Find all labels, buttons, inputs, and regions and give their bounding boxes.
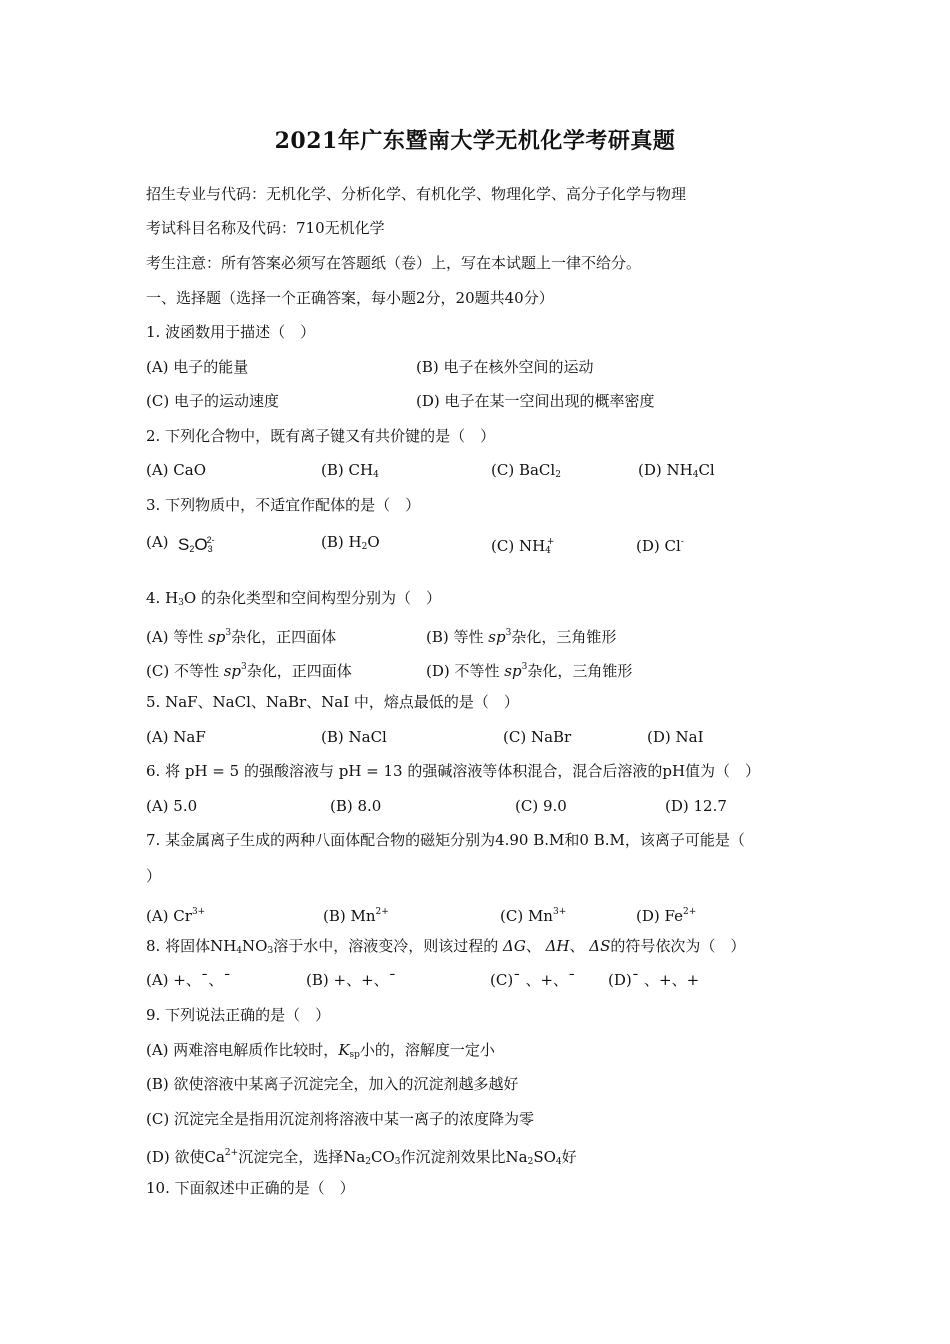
q2-option-b: (B) $CH_4$ bbox=[321, 461, 379, 480]
q7-option-a: (A) $Cr^{3+}$ bbox=[146, 907, 206, 925]
q5-option-b: (B) NaCl bbox=[321, 728, 387, 746]
q2-option-d: (D) $NH_4Cl$ bbox=[638, 461, 715, 480]
q9-option-d: (D) 欲使$Ca^{2+}$沉淀完全，选择$Na_2CO_3$作沉淀剂效果比$Na_2SO_4$好 bbox=[146, 1148, 577, 1167]
q6-option-d: (D) 12.7 bbox=[665, 797, 727, 815]
subject-line: 考试科目名称及代码：710无机化学 bbox=[146, 219, 385, 237]
q1-option-a: (A) 电子的能量 bbox=[146, 358, 249, 376]
q5-option-a: (A) NaF bbox=[146, 728, 206, 746]
notice-line: 考生注意：所有答案必须写在答题纸（卷）上，写在本试题上一律不给分。 bbox=[146, 254, 642, 272]
question-7: 7. 某金属离子生成的两种八面体配合物的磁矩分别为4.90 B.M和0 B.M，该离子可能是（ bbox=[146, 831, 745, 849]
question-2: 2. 下列化合物中，既有离子键又有共价键的是（ ） bbox=[146, 427, 496, 445]
q4-option-c: (C) 不等性 $sp^3$杂化，正四面体 bbox=[146, 662, 352, 680]
q6-option-c: (C) 9.0 bbox=[515, 797, 567, 815]
section-heading: 一、选择题（选择一个正确答案，每小题2分，20题共40分） bbox=[146, 289, 554, 307]
q3-option-a-label: (A) bbox=[146, 533, 169, 551]
q9-option-b: (B) 欲使溶液中某离子沉淀完全，加入的沉淀剂越多越好 bbox=[146, 1075, 519, 1093]
q9-option-a: (A) 两难溶电解质作比较时，$K_{sp}$小的，溶解度一定小 bbox=[146, 1041, 495, 1060]
question-3: 3. 下列物质中，不适宜作配体的是（ ） bbox=[146, 496, 421, 514]
q2-option-c: (C) BaCl$_2$ bbox=[491, 461, 561, 480]
page-title: 2021年广东暨南大学无机化学考研真题 bbox=[274, 128, 676, 154]
question-8: 8. 将固体$NH_4NO_3$溶于水中，溶液变冷，则该过程的 ΔG、 ΔH、 ΔS的符号依次为（ ） bbox=[146, 937, 746, 956]
q1-option-b: (B) 电子在核外空间的运动 bbox=[416, 358, 594, 376]
question-10: 10. 下面叙述中正确的是（ ） bbox=[146, 1179, 355, 1197]
q6-option-a: (A) 5.0 bbox=[146, 797, 198, 815]
q8-option-c: (C)ˉ 、+、ˉ bbox=[490, 971, 576, 989]
q7-option-b: (B) $Mn^{2+}$ bbox=[323, 907, 389, 925]
question-1: 1. 波函数用于描述（ ） bbox=[146, 323, 316, 341]
question-4: 4. $H_3O$ 的杂化类型和空间构型分别为（ ） bbox=[146, 589, 441, 608]
major-line: 招生专业与代码：无机化学、分析化学、有机化学、物理化学、高分子化学与物理 bbox=[146, 185, 687, 203]
q4-option-b: (B) 等性 $sp^3$杂化，三角锥形 bbox=[426, 628, 617, 646]
q5-option-d: (D) NaI bbox=[647, 728, 704, 746]
q5-option-c: (C) NaBr bbox=[503, 728, 572, 746]
q3-option-c: (C) $NH_4^+$ bbox=[491, 537, 555, 556]
question-5: 5. NaF、NaCl、NaBr、NaI 中，熔点最低的是（ ） bbox=[146, 693, 519, 711]
q6-option-b: (B) 8.0 bbox=[330, 797, 382, 815]
q4-option-a: (A) 等性 $sp^3$杂化，正四面体 bbox=[146, 628, 337, 646]
q1-option-d: (D) 电子在某一空间出现的概率密度 bbox=[416, 392, 655, 410]
q7-option-c: (C) $Mn^{3+}$ bbox=[500, 907, 567, 925]
q4-option-d: (D) 不等性 $sp^3$杂化，三角锥形 bbox=[426, 662, 633, 680]
question-6: 6. 将 pH = 5 的强酸溶液与 pH = 13 的强碱溶液等体积混合，混合后溶液的pH值为（ ） bbox=[146, 762, 761, 780]
q3-option-d: (D) Cl- bbox=[636, 537, 684, 555]
q7-option-d: (D) $Fe^{2+}$ bbox=[636, 907, 697, 925]
q3-option-a-formula: $S_2O_3^{2-}$ bbox=[178, 535, 215, 554]
q8-option-b: (B) +、+、ˉ bbox=[306, 971, 397, 989]
q3-option-b: (B) $H_2O$ bbox=[321, 533, 380, 552]
q2-option-a: (A) CaO bbox=[146, 461, 207, 479]
question-9: 9. 下列说法正确的是（ ） bbox=[146, 1006, 331, 1024]
q8-option-d: (D)ˉ 、+、+ bbox=[608, 971, 700, 989]
q1-option-c: (C) 电子的运动速度 bbox=[146, 392, 279, 410]
question-7-continuation: ） bbox=[146, 867, 162, 885]
q8-option-a: (A) +、ˉ、ˉ bbox=[146, 971, 231, 989]
q9-option-c: (C) 沉淀完全是指用沉淀剂将溶液中某一离子的浓度降为零 bbox=[146, 1110, 534, 1128]
